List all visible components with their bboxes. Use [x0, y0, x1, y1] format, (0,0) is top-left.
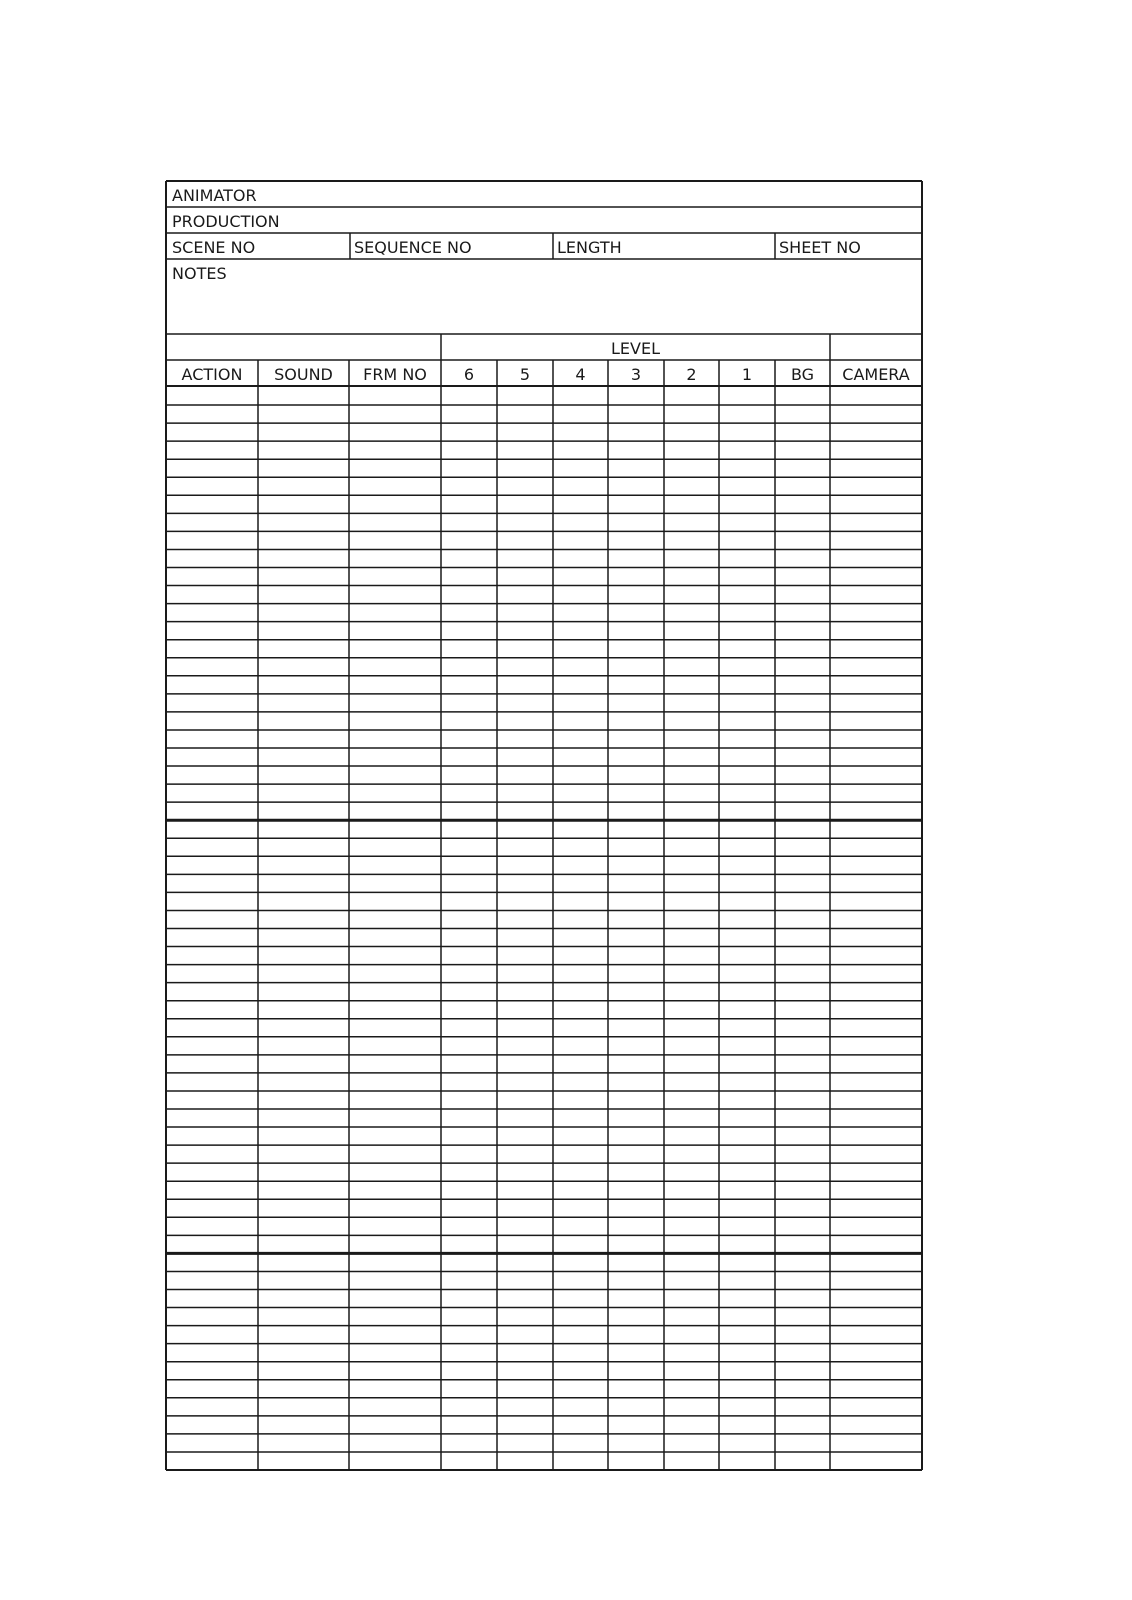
sheet-no-label: SHEET NO	[779, 238, 861, 257]
column-header-camera: CAMERA	[842, 365, 910, 384]
column-header-level-4: 4	[575, 365, 586, 384]
production-label: PRODUCTION	[172, 212, 280, 231]
animator-label: ANIMATOR	[172, 186, 257, 205]
column-header-bg: BG	[790, 365, 815, 384]
column-header-frame-no: FRM NO	[363, 365, 427, 384]
scene-no-label: SCENE NO	[172, 238, 256, 257]
level-header: LEVEL	[611, 339, 660, 358]
notes-label: NOTES	[172, 264, 227, 283]
column-header-action: ACTION	[181, 365, 243, 384]
column-header-level-3: 3	[630, 365, 642, 384]
column-header-sound: SOUND	[274, 365, 333, 384]
length-label: LENGTH	[557, 238, 622, 257]
sequence-no-label: SEQUENCE NO	[354, 238, 472, 257]
column-header-level-1: 1	[741, 365, 753, 384]
column-header-level-6: 6	[463, 365, 475, 384]
column-header-level-2: 2	[686, 365, 697, 384]
column-header-level-5: 5	[519, 365, 531, 384]
